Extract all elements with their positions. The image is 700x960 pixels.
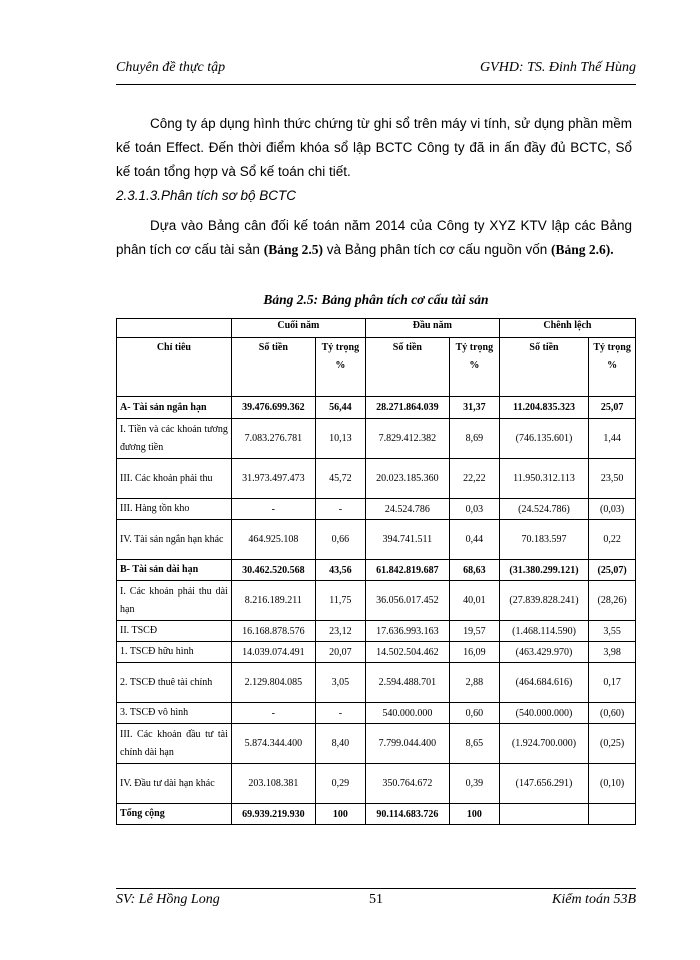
- cell-diff-amt: (464.684.616): [499, 663, 588, 703]
- cell-beg-pct: 68,63: [449, 560, 499, 581]
- row-label: 2. TSCĐ thuê tài chính: [117, 663, 232, 703]
- cell-diff-pct: 3,98: [589, 642, 636, 663]
- row-label: IV. Tài sản ngắn hạn khác: [117, 520, 232, 560]
- table-row: [117, 419, 636, 459]
- cell-beg-pct: 22,22: [449, 459, 499, 499]
- ref-table-2-6: (Bảng 2.6).: [550, 242, 614, 257]
- paragraph-2-text-c: và Bảng phân tích cơ cấu nguồn vốn: [322, 242, 551, 257]
- row-label: 3. TSCĐ vô hình: [117, 703, 232, 724]
- cell-end-amt: 8.216.189.211: [231, 581, 315, 621]
- cell-end-amt: 14.039.074.491: [231, 642, 315, 663]
- header-indicator: Chỉ tiêu: [117, 338, 232, 397]
- cell-end-amt: 203.108.381: [231, 764, 315, 804]
- cell-end-pct: 0,66: [315, 520, 365, 560]
- cell-diff-pct: (0,60): [589, 703, 636, 724]
- table-row: [117, 397, 636, 419]
- cell-diff-pct: 23,50: [589, 459, 636, 499]
- cell-diff-amt: (540.000.000): [499, 703, 588, 724]
- header-ratio: Tỷ trọng %: [315, 338, 365, 397]
- cell-beg-pct: 19,57: [449, 621, 499, 642]
- footer-class: Kiểm toán 53B: [552, 892, 636, 907]
- cell-diff-pct: [589, 804, 636, 825]
- cell-end-pct: -: [315, 499, 365, 520]
- paragraph-1: Công ty áp dụng hình thức chứng từ ghi sổ trên máy vi tính, sử dụng phần mềm kế toán Effect. Đến thời điểm khóa sổ lập BCTC Công ty đã in ấn đầy đủ BCTC, Sổ kế toán tổng hợp và Sổ kế toán chi tiết.: [116, 116, 632, 179]
- cell-end-amt: 16.168.878.576: [231, 621, 315, 642]
- table-column-header-row: [117, 338, 636, 397]
- cell-beg-pct: 40,01: [449, 581, 499, 621]
- table-row: [117, 642, 636, 663]
- cell-diff-amt: (147.656.291): [499, 764, 588, 804]
- table-row: [117, 724, 636, 764]
- cell-end-pct: 20,07: [315, 642, 365, 663]
- cell-beg-pct: 8,69: [449, 419, 499, 459]
- asset-structure-table: [116, 318, 636, 825]
- header-left: Chuyên đề thực tập: [116, 60, 226, 75]
- row-label: A- Tài sản ngắn hạn: [117, 397, 232, 419]
- cell-beg-amt: 540.000.000: [365, 703, 449, 724]
- cell-end-pct: 8,40: [315, 724, 365, 764]
- cell-diff-amt: (1.924.700.000): [499, 724, 588, 764]
- header-amount: Số tiền: [231, 338, 315, 397]
- header-rule: [116, 84, 636, 85]
- cell-beg-amt: 7.799.044.400: [365, 724, 449, 764]
- paragraph-2: [116, 214, 632, 262]
- cell-beg-amt: 2.594.488.701: [365, 663, 449, 703]
- page-footer: [116, 892, 636, 912]
- table-group-header-row: [117, 319, 636, 338]
- cell-end-amt: 39.476.699.362: [231, 397, 315, 419]
- cell-beg-amt: 36.056.017.452: [365, 581, 449, 621]
- cell-beg-amt: 90.114.683.726: [365, 804, 449, 825]
- cell-diff-amt: [499, 804, 588, 825]
- cell-end-amt: 464.925.108: [231, 520, 315, 560]
- cell-beg-pct: 0,03: [449, 499, 499, 520]
- row-label: III. Các khoản phải thu: [117, 459, 232, 499]
- paragraph-2-text-a: Dựa vào Bảng cân đối kế toán năm 2014 của Công ty XYZ KTV lập các Bảng phân tích cơ cấu tài sản: [116, 218, 632, 257]
- cell-diff-amt: 11.204.835.323: [499, 397, 588, 419]
- row-label: III. Hàng tồn kho: [117, 499, 232, 520]
- cell-end-pct: 10,13: [315, 419, 365, 459]
- cell-diff-amt: (1.468.114.590): [499, 621, 588, 642]
- table-row: [117, 459, 636, 499]
- cell-diff-amt: (463.429.970): [499, 642, 588, 663]
- cell-beg-amt: 350.764.672: [365, 764, 449, 804]
- row-label: B- Tài sản dài hạn: [117, 560, 232, 581]
- cell-end-pct: 11,75: [315, 581, 365, 621]
- cell-end-amt: 2.129.804.085: [231, 663, 315, 703]
- cell-end-pct: 100: [315, 804, 365, 825]
- cell-beg-pct: 0,39: [449, 764, 499, 804]
- cell-diff-amt: (27.839.828.241): [499, 581, 588, 621]
- header-ratio: Tỷ trọng %: [589, 338, 636, 397]
- cell-beg-amt: 14.502.504.462: [365, 642, 449, 663]
- cell-diff-pct: 0,17: [589, 663, 636, 703]
- section-heading: 2.3.1.3.Phân tích sơ bộ BCTC: [116, 188, 297, 203]
- ref-table-2-5: (Bảng 2.5): [263, 242, 323, 257]
- cell-beg-amt: 24.524.786: [365, 499, 449, 520]
- cell-diff-amt: (31.380.299.121): [499, 560, 588, 581]
- cell-end-pct: 0,29: [315, 764, 365, 804]
- header-right: GVHD: TS. Đinh Thế Hùng: [480, 60, 636, 75]
- cell-diff-pct: (0,25): [589, 724, 636, 764]
- cell-diff-amt: (746.135.601): [499, 419, 588, 459]
- row-label: 1. TSCĐ hữu hình: [117, 642, 232, 663]
- footer-student: SV: Lê Hồng Long: [116, 892, 220, 907]
- cell-beg-pct: 0,44: [449, 520, 499, 560]
- table-row: [117, 621, 636, 642]
- cell-end-amt: 7.083.276.781: [231, 419, 315, 459]
- cell-beg-amt: 20.023.185.360: [365, 459, 449, 499]
- row-label: III. Các khoản đầu tư tài chính dài hạn: [117, 724, 232, 764]
- table-row: [117, 499, 636, 520]
- header-ratio: Tỷ trọng %: [449, 338, 499, 397]
- cell-diff-amt: 11.950.312.113: [499, 459, 588, 499]
- cell-beg-pct: 100: [449, 804, 499, 825]
- cell-end-amt: 31.973.497.473: [231, 459, 315, 499]
- cell-end-pct: 56,44: [315, 397, 365, 419]
- table-row: [117, 764, 636, 804]
- cell-diff-pct: (0,10): [589, 764, 636, 804]
- cell-end-amt: 69.939.219.930: [231, 804, 315, 825]
- table-row: [117, 581, 636, 621]
- header-amount: Số tiền: [499, 338, 588, 397]
- header-blank: [117, 319, 232, 338]
- cell-beg-pct: 8,65: [449, 724, 499, 764]
- cell-beg-amt: 7.829.412.382: [365, 419, 449, 459]
- cell-beg-amt: 394.741.511: [365, 520, 449, 560]
- cell-diff-amt: (24.524.786): [499, 499, 588, 520]
- table-row: [117, 804, 636, 825]
- page-header: [116, 60, 636, 80]
- cell-end-amt: -: [231, 499, 315, 520]
- header-end-of-year: Cuối năm: [231, 319, 365, 338]
- cell-diff-pct: (25,07): [589, 560, 636, 581]
- row-label: I. Tiền và các khoản tương đương tiền: [117, 419, 232, 459]
- cell-beg-pct: 31,37: [449, 397, 499, 419]
- table-row: [117, 560, 636, 581]
- cell-end-amt: 30.462.520.568: [231, 560, 315, 581]
- cell-beg-pct: 2,88: [449, 663, 499, 703]
- cell-diff-pct: (28,26): [589, 581, 636, 621]
- cell-end-pct: 43,56: [315, 560, 365, 581]
- cell-end-pct: 3,05: [315, 663, 365, 703]
- page-number: 51: [369, 892, 383, 907]
- cell-end-pct: 45,72: [315, 459, 365, 499]
- header-beginning-of-year: Đầu năm: [365, 319, 499, 338]
- cell-end-amt: -: [231, 703, 315, 724]
- cell-end-pct: 23,12: [315, 621, 365, 642]
- cell-end-pct: -: [315, 703, 365, 724]
- row-label: II. TSCĐ: [117, 621, 232, 642]
- cell-diff-pct: (0,03): [589, 499, 636, 520]
- table-caption: Bảng 2.5: Bảng phân tích cơ cấu tài sản: [263, 292, 489, 307]
- header-difference: Chênh lệch: [499, 319, 635, 338]
- row-label: Tổng cộng: [117, 804, 232, 825]
- cell-diff-pct: 0,22: [589, 520, 636, 560]
- cell-diff-pct: 3,55: [589, 621, 636, 642]
- cell-diff-pct: 1,44: [589, 419, 636, 459]
- row-label: IV. Đầu tư dài hạn khác: [117, 764, 232, 804]
- cell-end-amt: 5.874.344.400: [231, 724, 315, 764]
- row-label: I. Các khoản phải thu dài hạn: [117, 581, 232, 621]
- cell-beg-amt: 28.271.864.039: [365, 397, 449, 419]
- table-row: [117, 520, 636, 560]
- cell-diff-pct: 25,07: [589, 397, 636, 419]
- table-row: [117, 663, 636, 703]
- cell-beg-pct: 16,09: [449, 642, 499, 663]
- cell-beg-amt: 17.636.993.163: [365, 621, 449, 642]
- cell-beg-amt: 61.842.819.687: [365, 560, 449, 581]
- header-amount: Số tiền: [365, 338, 449, 397]
- footer-rule: [116, 888, 636, 889]
- cell-diff-amt: 70.183.597: [499, 520, 588, 560]
- table-row: [117, 703, 636, 724]
- cell-beg-pct: 0,60: [449, 703, 499, 724]
